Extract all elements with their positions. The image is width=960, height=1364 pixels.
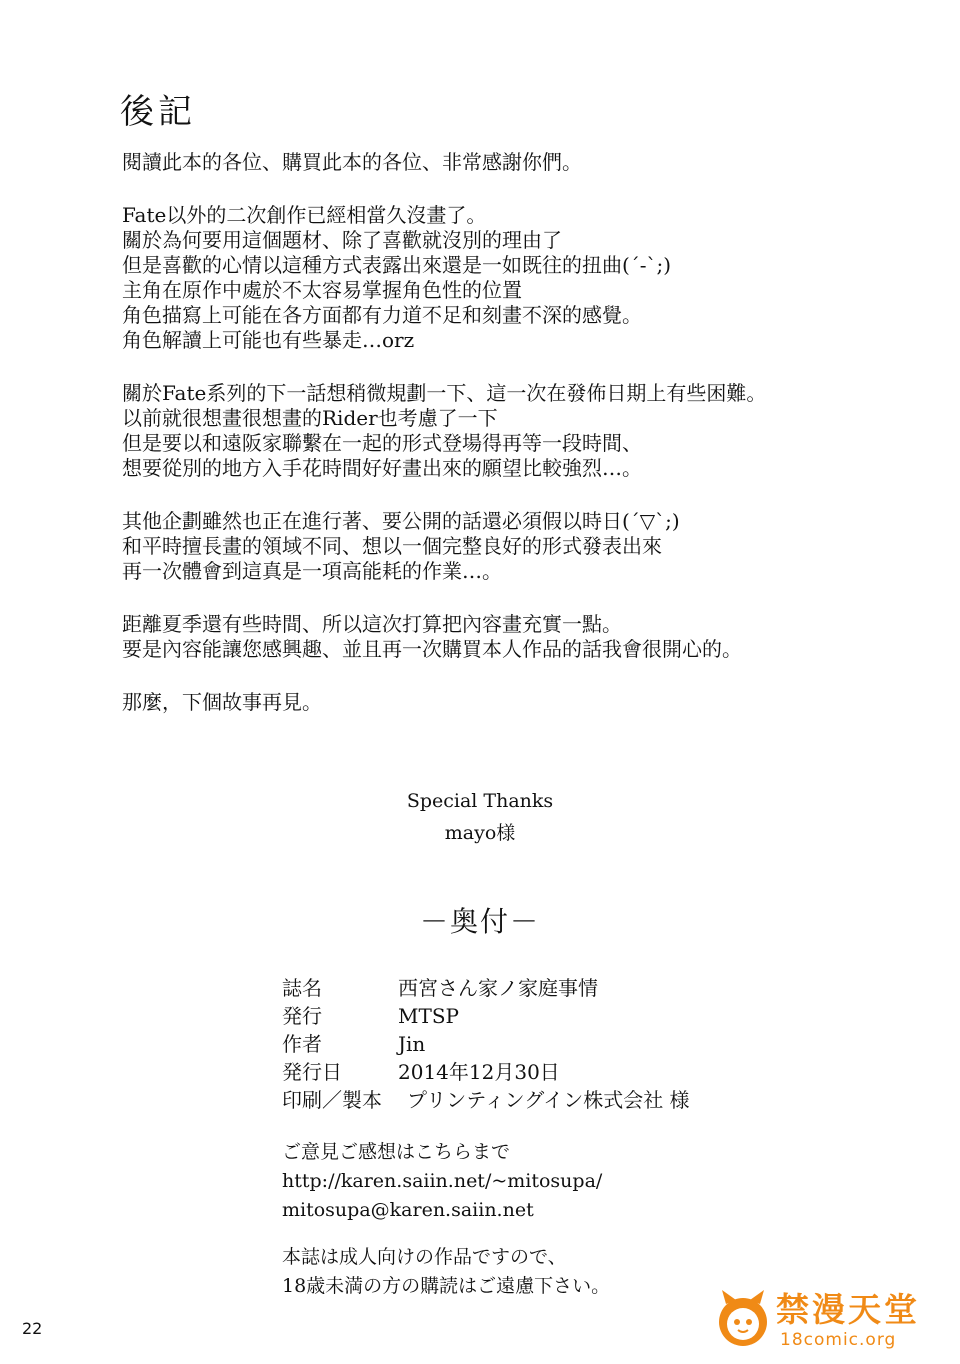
- afterword-line: 想要從別的地方入手花時間好好畫出來的願望比較強烈…。: [122, 456, 642, 480]
- age-notice-line: 18歳未満の方の購読はご遠慮下さい。: [282, 1275, 611, 1297]
- afterword-line: 角色解讀上可能也有些暴走…orz: [122, 328, 415, 352]
- colophon-value: プリンティングイン株式会社 様: [407, 1088, 690, 1112]
- afterword-line: 要是內容能讓您感興趣、並且再一次購買本人作品的話我會很開心的。: [122, 637, 742, 661]
- colophon-table: [282, 974, 690, 1114]
- afterword-line: 但是要以和遠阪家聯繫在一起的形式登場得再等一段時間、: [122, 431, 642, 455]
- afterword-paragraph: [122, 509, 922, 584]
- site-watermark: [712, 1282, 952, 1358]
- colophon-key: 発行: [282, 1004, 322, 1028]
- colophon-value: Jin: [398, 1032, 426, 1056]
- contact-email: mitosupa@karen.saiin.net: [282, 1199, 534, 1221]
- afterword-paragraph: [122, 690, 922, 715]
- colophon-value: 2014年12月30日: [398, 1060, 560, 1084]
- contact-block: [282, 1138, 602, 1225]
- afterword-line: 再一次體會到這真是一項高能耗的作業…。: [122, 559, 502, 583]
- afterword-line: 閱讀此本的各位、購買此本的各位、非常感謝你們。: [122, 150, 582, 174]
- afterword-paragraph: [122, 381, 922, 481]
- afterword-line: 那麼，下個故事再見。: [122, 690, 322, 714]
- fox-mascot-icon: [712, 1286, 774, 1352]
- colophon-row: [282, 1058, 690, 1086]
- afterword-line: 以前就很想畫很想畫的Rider也考慮了一下: [122, 406, 498, 430]
- afterword-body: [122, 150, 922, 743]
- colophon-key: 作者: [282, 1032, 322, 1056]
- afterword-line: 但是喜歡的心情以這種方式表露出來還是一如既往的扭曲(´-`;): [122, 253, 672, 277]
- afterword-line: 距離夏季還有些時間、所以這次打算把內容畫充實一點。: [122, 612, 622, 636]
- colophon-row: [282, 974, 690, 1002]
- page-number: 22: [22, 1319, 43, 1338]
- afterword-line: 關於Fate系列的下一話想稍微規劃一下、這一次在發佈日期上有些困難。: [122, 381, 767, 405]
- watermark-url: 18comic.org: [780, 1330, 897, 1350]
- afterword-line: 關於為何要用這個題材、除了喜歡就沒別的理由了: [122, 228, 562, 252]
- colophon-key: 印刷／製本: [282, 1088, 382, 1112]
- colophon-key: 発行日: [282, 1060, 342, 1084]
- age-notice: [282, 1243, 610, 1301]
- afterword-line: 其他企劃雖然也正在進行著、要公開的話還必須假以時日(´▽`;): [122, 509, 680, 533]
- contact-heading: ご意見ご感想はこちらまで: [282, 1141, 511, 1163]
- colophon-title: －奥付－: [419, 905, 540, 938]
- colophon-value: MTSP: [398, 1004, 459, 1028]
- colophon-key: 誌名: [282, 976, 322, 1000]
- afterword-paragraph: [122, 150, 922, 175]
- colophon-value: 西宮さん家ノ家庭事情: [398, 976, 598, 1000]
- watermark-text: 禁漫天堂: [776, 1290, 920, 1329]
- special-thanks-title: Special Thanks: [406, 790, 554, 812]
- afterword-line: 角色描寫上可能在各方面都有力道不足和刻畫不深的感覺。: [122, 303, 642, 327]
- special-thanks-name: mayo様: [444, 822, 516, 844]
- age-notice-line: 本誌は成人向けの作品ですので、: [282, 1246, 567, 1268]
- colophon-row: [282, 1030, 690, 1058]
- afterword-title: 後記: [120, 92, 196, 132]
- afterword-line: 主角在原作中處於不太容易掌握角色性的位置: [122, 278, 522, 302]
- afterword-line: 和平時擅長畫的領域不同、想以一個完整良好的形式發表出來: [122, 534, 662, 558]
- colophon-row: [282, 1086, 690, 1114]
- colophon-row: [282, 1002, 690, 1030]
- contact-url: http://karen.saiin.net/~mitosupa/: [282, 1170, 603, 1192]
- afterword-paragraph: [122, 612, 922, 662]
- afterword-paragraph: [122, 203, 922, 353]
- afterword-line: Fate以外的二次創作已經相當久沒畫了。: [122, 203, 487, 227]
